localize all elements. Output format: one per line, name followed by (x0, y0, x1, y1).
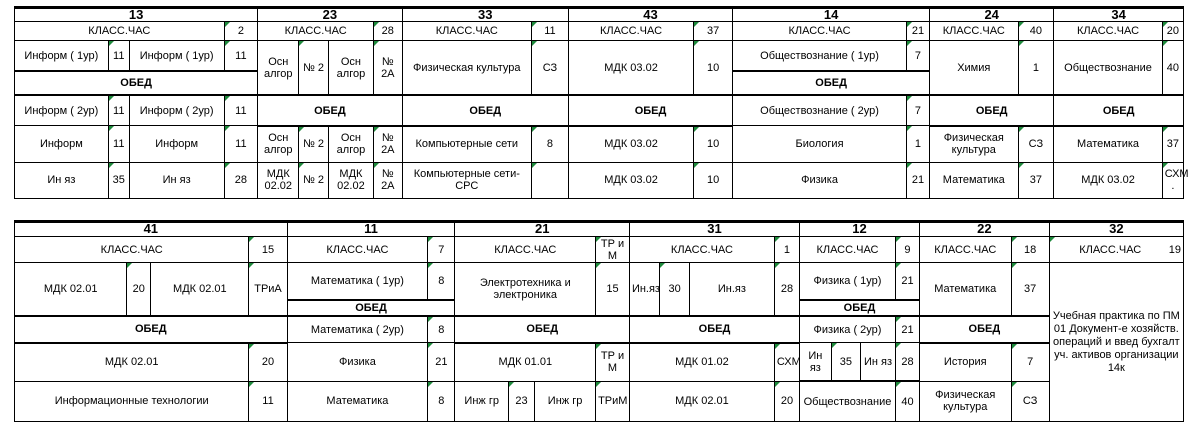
room-cell: № 2А (374, 126, 402, 162)
room-cell: 1 (906, 126, 929, 162)
class-hour-cell: КЛАСС.ЧАС (15, 236, 249, 263)
group-header-31: 31 (629, 222, 799, 237)
subject-cell: Физика (287, 343, 428, 381)
room-cell: СЗ (1011, 381, 1049, 421)
practice-cell (1049, 263, 1183, 422)
class-hour-cell: КЛАСС.ЧАС (629, 236, 774, 263)
subject-cell: Информ (129, 126, 224, 162)
room-cell: 1 (774, 236, 799, 263)
subject-cell: МДК 02.01 (15, 343, 249, 381)
class-hour-cell: КЛАСС.ЧАС (568, 22, 693, 41)
subject-cell: Ин.яз (689, 263, 774, 316)
subject-cell: МДК 03.02 (568, 162, 693, 198)
subject-cell: Математика (1054, 126, 1162, 162)
room-cell: 10 (694, 41, 733, 96)
room-cell: ТР и М (596, 343, 630, 381)
group-header-32: 32 (1049, 222, 1183, 237)
schedule-top (14, 6, 1189, 199)
room-cell: 7 (428, 236, 455, 263)
room-cell: 11 (224, 95, 258, 125)
lunch-break-cell: ОБЕД (629, 316, 799, 343)
class-hour-room-cell (1049, 236, 1183, 263)
room-cell: 35 (831, 343, 860, 381)
room-cell: 20 (127, 263, 151, 316)
room-cell: № 2А (374, 41, 402, 96)
class-hour-cell: КЛАСС.ЧАС (402, 22, 532, 41)
subject-cell: Ин яз (800, 343, 832, 381)
subject-cell: Информ ( 2ур) (129, 95, 224, 125)
group-header-34: 34 (1054, 8, 1184, 22)
room-cell: ТРиА (249, 263, 287, 316)
room-cell: 35 (108, 162, 129, 198)
subject-cell: Осн алгор (258, 41, 299, 96)
subject-cell: МДК 01.02 (629, 343, 774, 381)
subject-cell: Компьютерные сети-СРС (402, 162, 532, 198)
room-cell (532, 162, 569, 198)
subject-cell: Физика ( 2ур) (800, 316, 896, 343)
room-cell: 15 (249, 236, 287, 263)
subject-cell: МДК 02.01 (15, 263, 127, 316)
room-cell: 21 (895, 263, 919, 300)
room-cell: 37 (1162, 126, 1183, 162)
room-cell: 10 (694, 162, 733, 198)
group-header-13: 13 (15, 8, 258, 22)
room-cell: 37 (1018, 162, 1054, 198)
class-hour-cell: КЛАСС.ЧАС (800, 236, 896, 263)
room-cell: 7 (1011, 343, 1049, 381)
room-cell: 40 (895, 381, 919, 421)
group-header-23: 23 (258, 8, 402, 22)
subject-cell: Физическая культура (930, 126, 1018, 162)
subject-cell: Ин яз (861, 343, 896, 381)
room-cell: 23 (508, 381, 534, 421)
subject-cell: Обществознание (1054, 41, 1162, 96)
room-cell: 18 (1011, 236, 1049, 263)
subject-cell: Обществознание ( 1ур) (733, 41, 907, 71)
room-cell: 37 (694, 22, 733, 41)
subject-cell: Компьютерные сети (402, 126, 532, 162)
room-cell: 7 (906, 95, 929, 125)
room-cell: СЗ (532, 41, 569, 96)
subject-cell: Химия (930, 41, 1018, 96)
room-value: 19 (1168, 243, 1181, 256)
subject-cell: МДК 03.02 (1054, 162, 1162, 198)
room-cell: 11 (224, 126, 258, 162)
room-cell: СХМ (774, 343, 799, 381)
room-cell: 28 (374, 22, 402, 41)
lunch-break-cell: ОБЕД (800, 300, 920, 316)
group-header-21: 21 (455, 222, 629, 237)
room-cell: 8 (532, 126, 569, 162)
lunch-break-cell: ОБЕД (930, 95, 1054, 125)
subject-cell: Электротехника и электроника (455, 263, 596, 316)
subject-cell: МДК 03.02 (568, 41, 693, 96)
room-cell: № 2 (299, 126, 328, 162)
subject-cell: Информ ( 1ур) (129, 41, 224, 71)
group-header-33: 33 (402, 8, 568, 22)
subject-cell: МДК 03.02 (568, 126, 693, 162)
schedule-bottom (14, 220, 1184, 422)
room-cell: 21 (895, 316, 919, 343)
lunch-break-cell: ОБЕД (733, 71, 930, 95)
subject-cell: Математика ( 1ур) (287, 263, 428, 300)
subject-cell: Осн алгор (328, 126, 373, 162)
room-cell: СЗ (1018, 126, 1054, 162)
subject-cell: Физическая культура (402, 41, 532, 96)
room-cell: № 2 (299, 162, 328, 198)
room-cell: 11 (108, 41, 129, 71)
subject-cell: Обществознание (800, 381, 896, 421)
group-header-12: 12 (800, 222, 920, 237)
subject-cell: Математика ( 2ур) (287, 316, 428, 343)
subject-cell: Математика (919, 263, 1011, 316)
subject-cell: Физическая культура (919, 381, 1011, 421)
room-cell: 11 (108, 95, 129, 125)
room-cell: № 2 (299, 41, 328, 96)
group-header-14: 14 (733, 8, 930, 22)
room-cell: 28 (895, 343, 919, 381)
lunch-break-cell: ОБЕД (258, 95, 402, 125)
room-cell: 7 (906, 41, 929, 71)
lunch-break-cell: ОБЕД (402, 95, 568, 125)
room-cell: 8 (428, 316, 455, 343)
room-cell: 9 (895, 236, 919, 263)
room-cell: 21 (906, 162, 929, 198)
group-header-22: 22 (919, 222, 1049, 237)
room-cell: 20 (249, 343, 287, 381)
subject-cell: Информ ( 2ур) (15, 95, 109, 125)
room-cell: 11 (108, 126, 129, 162)
lunch-break-cell: ОБЕД (15, 316, 288, 343)
room-cell: 21 (428, 343, 455, 381)
room-cell: 1 (1018, 41, 1054, 96)
room-cell: 20 (774, 381, 799, 421)
room-cell: 10 (694, 126, 733, 162)
room-cell: 28 (224, 162, 258, 198)
subject-cell: Физика (733, 162, 907, 198)
room-cell: 2 (224, 22, 258, 41)
subject-cell: Биология (733, 126, 907, 162)
room-cell: 11 (224, 41, 258, 71)
group-header-11: 11 (287, 222, 455, 237)
group-header-24: 24 (930, 8, 1054, 22)
lunch-break-cell: ОБЕД (15, 71, 258, 95)
room-cell: 11 (249, 381, 287, 421)
room-cell: 11 (532, 22, 569, 41)
room-cell: 20 (1162, 22, 1183, 41)
subject-cell: Ин яз (129, 162, 224, 198)
class-hour-cell: КЛАСС.ЧАС (287, 236, 428, 263)
subject-cell: Математика (287, 381, 428, 421)
subject-cell: Ин яз (15, 162, 109, 198)
subject-cell: Физика ( 1ур) (800, 263, 896, 300)
subject-cell: МДК 02.02 (328, 162, 373, 198)
room-cell: СХМ . (1162, 162, 1183, 198)
subject-cell: МДК 02.02 (258, 162, 299, 198)
subject-cell: МДК 01.01 (455, 343, 596, 381)
room-cell: 15 (596, 263, 630, 316)
class-hour-label: КЛАСС.ЧАС (1079, 243, 1142, 256)
group-header-41: 41 (15, 222, 288, 237)
room-cell: 21 (906, 22, 929, 41)
room-cell: ТРиМ (596, 381, 630, 421)
class-hour-cell: КЛАСС.ЧАС (455, 236, 596, 263)
subject-cell: Ин.яз (629, 263, 660, 316)
subject-cell: Обществознание ( 2ур) (733, 95, 907, 125)
practice-title: Учебная практика по ПМ 01 Документ-е хозяйств. операций и введ бухгалт уч. активов организации (1052, 309, 1180, 361)
subject-cell: Информационные технологии (15, 381, 249, 421)
room-cell: 37 (1011, 263, 1049, 316)
subject-cell: История (919, 343, 1011, 381)
lunch-break-cell: ОБЕД (1054, 95, 1184, 125)
subject-cell: Информ ( 1ур) (15, 41, 109, 71)
room-cell: 40 (1018, 22, 1054, 41)
class-hour-cell: КЛАСС.ЧАС (930, 22, 1018, 41)
subject-cell: Математика (930, 162, 1018, 198)
subject-cell: Информ (15, 126, 109, 162)
group-header-43: 43 (568, 8, 732, 22)
class-hour-cell: КЛАСС.ЧАС (1054, 22, 1162, 41)
room-cell: ТР и М (596, 236, 630, 263)
class-hour-cell: КЛАСС.ЧАС (258, 22, 374, 41)
lunch-break-cell: ОБЕД (287, 300, 455, 316)
subject-cell: Инж гр (455, 381, 508, 421)
room-cell: 40 (1162, 41, 1183, 96)
subject-cell: Осн алгор (258, 126, 299, 162)
class-hour-cell: КЛАСС.ЧАС (733, 22, 907, 41)
room-cell: 28 (774, 263, 799, 316)
room-cell: 8 (428, 381, 455, 421)
room-cell: 8 (428, 263, 455, 300)
class-hour-cell: КЛАСС.ЧАС (15, 22, 225, 41)
practice-room: 14к (1107, 361, 1125, 374)
lunch-break-cell: ОБЕД (455, 316, 629, 343)
lunch-break-cell: ОБЕД (919, 316, 1049, 343)
subject-cell: МДК 02.01 (151, 263, 249, 316)
class-hour-cell: КЛАСС.ЧАС (919, 236, 1011, 263)
subject-cell: Осн алгор (328, 41, 373, 96)
lunch-break-cell: ОБЕД (568, 95, 732, 125)
subject-cell: Инж гр (535, 381, 596, 421)
room-cell: 30 (660, 263, 689, 316)
room-cell: № 2А (374, 162, 402, 198)
subject-cell: МДК 02.01 (629, 381, 774, 421)
